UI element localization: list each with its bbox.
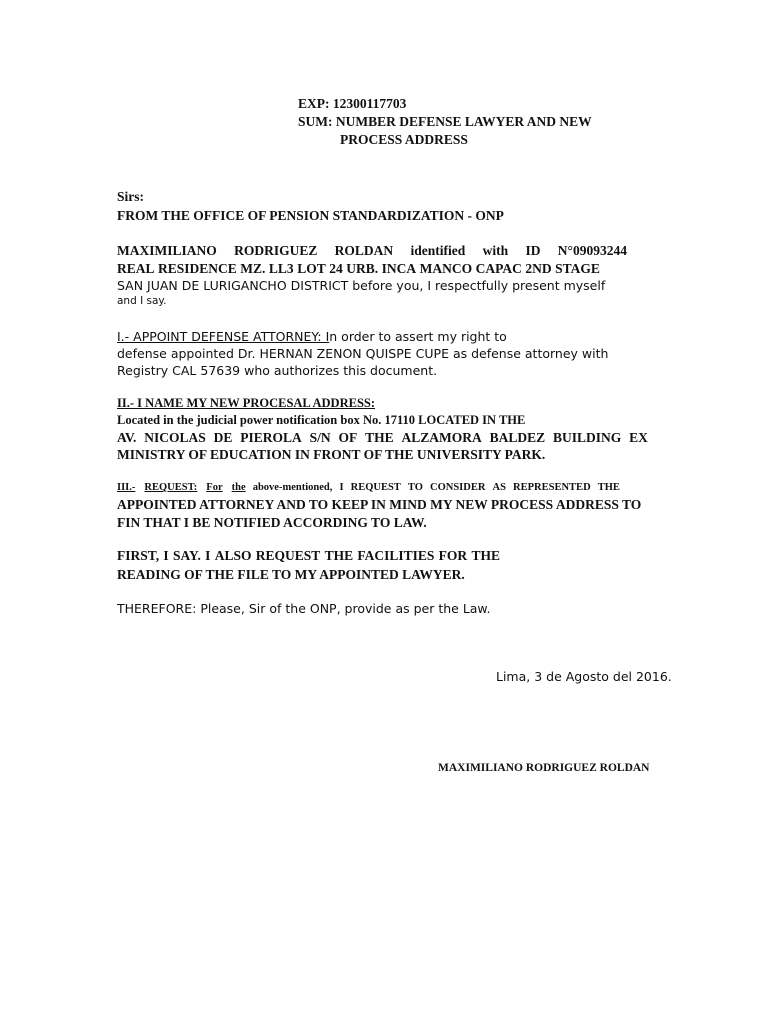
address-word: S/N [309,430,331,445]
sum-line-2: PROCESS ADDRESS [340,132,468,147]
section-1-heading: I.- APPOINT DEFENSE ATTORNEY: I [117,329,330,344]
intro-word: RODRIGUEZ [234,243,318,258]
address-word: BALDEZ [489,430,546,445]
first-word: ALSO [214,548,252,563]
intro-word: INCA [381,261,417,276]
sum-line-1: SUM: NUMBER DEFENSE LAWYER AND NEW [298,114,592,129]
request-word: For [206,482,223,493]
signature-name: MAXIMILIANO RODRIGUEZ ROLDAN [438,762,650,774]
first-word: I [205,548,211,563]
first-word: THE [324,548,354,563]
section-2-line-1: Located in the judicial power notification box No. 17110 LOCATED IN THE [117,413,526,427]
address-word: OF [338,430,358,445]
therefore-line: THEREFORE: Please, Sir of the ONP, provide as per the Law. [117,601,491,616]
section-3-heading: III.- [117,482,136,493]
intro-word: identified [410,243,466,258]
section-3-heading-underlined [117,479,246,496]
request-word: TO [407,482,423,493]
intro-word: with [482,243,509,258]
intro-word: 24 [329,261,343,276]
address-word: PIEROLA [240,430,302,445]
intro-word: REAL [117,261,155,276]
intro-word: LL3 [268,261,294,276]
intro-word: LOT [297,261,326,276]
section-2-line-3: MINISTRY OF EDUCATION IN FRONT OF THE UNIVERSITY PARK. [117,447,546,462]
section-3-line-2: APPOINTED ATTORNEY AND TO KEEP IN MIND MY NEW PROCESS ADDRESS TO [117,497,642,512]
request-label: REQUEST: [144,482,198,493]
salutation-sirs: Sirs: [117,189,144,204]
address-word: BUILDING [553,430,622,445]
intro-word: MANCO [419,261,473,276]
intro-line-4: and I say. [117,295,167,307]
address-word: THE [365,430,394,445]
section-3-line-3: FIN THAT I BE NOTIFIED ACCORDING TO LAW. [117,515,427,530]
intro-word: ROLDAN [334,243,394,258]
first-word: FACILITIES [357,548,435,563]
address-word: ALZAMORA [401,430,482,445]
first-word: REQUEST [255,548,321,563]
intro-line-3: SAN JUAN DE LURIGANCHO DISTRICT before you, I respectfully present myself [117,278,606,293]
intro-word: 2ND [525,261,552,276]
section-1-line-1 [117,328,507,345]
address-word: NICOLAS [144,430,206,445]
intro-word: CAPAC [475,261,522,276]
first-word: THE [471,548,500,563]
intro-word: RESIDENCE [158,261,237,276]
section-1-line-3: Registry CAL 57639 who authorizes this document. [117,363,438,378]
intro-line-2 [117,260,600,277]
request-word: REPRESENTED [513,482,591,493]
request-word: I [339,482,344,493]
first-word: FOR [438,548,468,563]
intro-word: MZ. [240,261,266,276]
section-1-line-2: defense appointed Dr. HERNAN ZENON QUISPE CUPE as defense attorney with [117,346,609,361]
first-word: SAY. [172,548,201,563]
request-word: AS [492,482,506,493]
first-word: I [163,548,169,563]
intro-word: URB. [346,261,379,276]
first-word: FIRST, [117,548,160,563]
request-word: above-mentioned, [252,482,333,493]
section-2-line-2 [117,429,648,446]
section-2-heading: II.- I NAME MY NEW PROCESAL ADDRESS: [117,396,376,410]
request-word: CONSIDER [429,482,486,493]
section-1-text: n order to assert my right to [329,329,507,344]
address-word: AV. [117,430,137,445]
addressee: FROM THE OFFICE OF PENSION STANDARDIZATION - ONP [117,208,504,223]
first-request-line-1 [117,547,500,564]
intro-word: N°09093244 [557,243,627,258]
address-word: DE [213,430,233,445]
intro-word: MAXIMILIANO [117,243,217,258]
section-3-line-1 [117,479,620,496]
intro-line-1 [117,242,627,259]
request-word: THE [597,482,620,493]
address-word: EX [629,430,648,445]
first-request-line-2: READING OF THE FILE TO MY APPOINTED LAWYER. [117,567,465,582]
request-word: REQUEST [350,482,401,493]
exp-number: EXP: 12300117703 [298,96,407,111]
place-date: Lima, 3 de Agosto del 2016. [496,669,672,684]
intro-word: ID [525,243,541,258]
intro-word: STAGE [555,261,600,276]
request-word: the [231,482,246,493]
